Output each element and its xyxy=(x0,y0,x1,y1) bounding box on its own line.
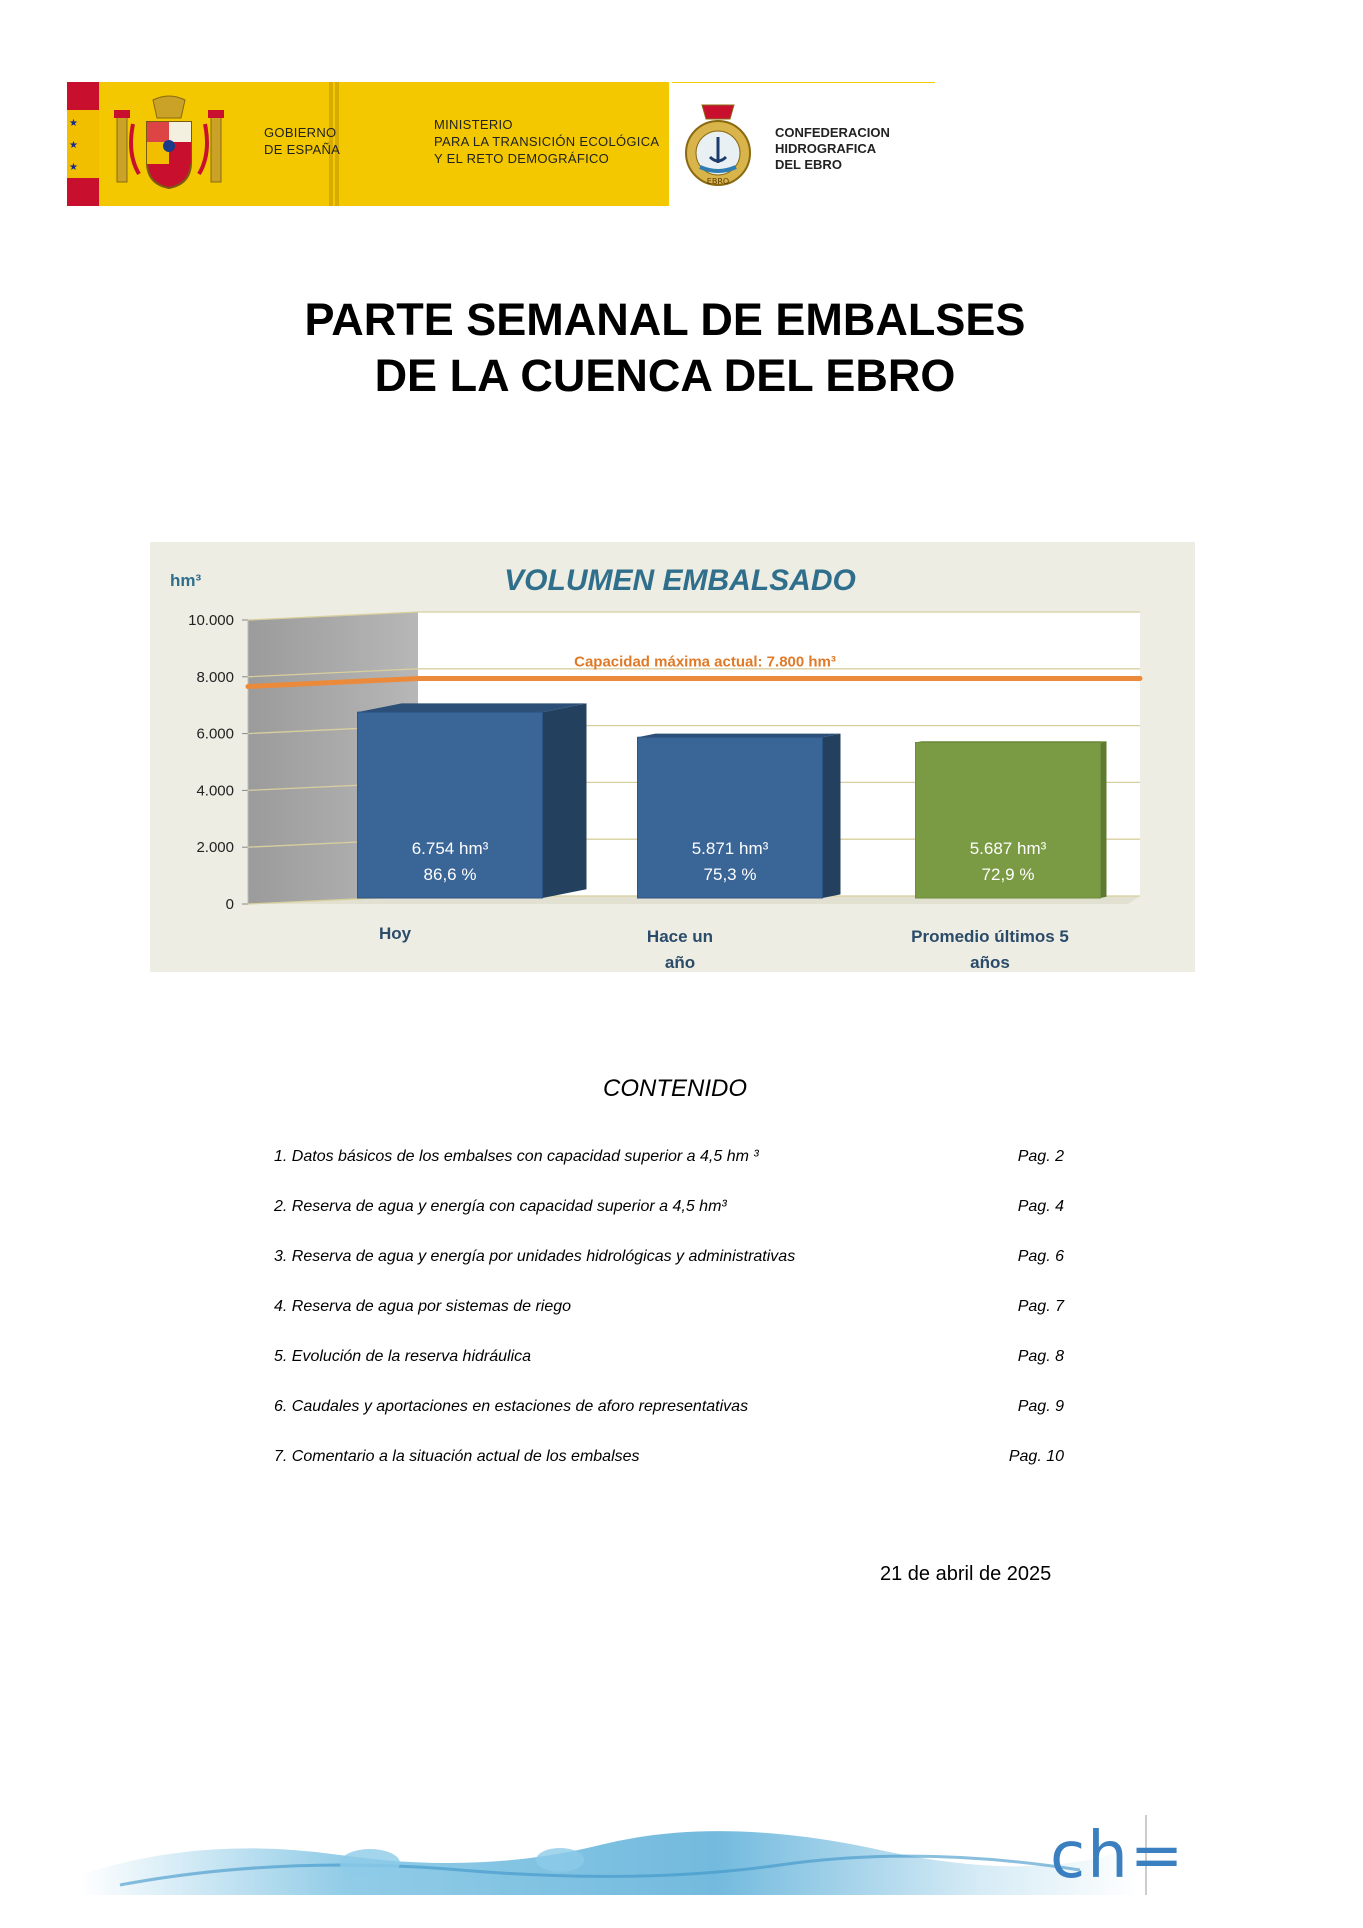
chart-x-category-label: año xyxy=(664,953,696,972)
toc-item-title: 1. Datos básicos de los embalses con capacidad superior a 4,5 hm ³ xyxy=(274,1148,759,1165)
spain-flag-strip: ★ ★ ★ xyxy=(67,82,99,206)
toc-item-title: 2. Reserva de agua y energía con capacidad superior a 4,5 hm³ xyxy=(274,1198,727,1215)
footer-banner xyxy=(80,1815,1280,1895)
page-title xyxy=(0,292,1330,404)
chart-x-category-label: años xyxy=(970,953,1010,972)
header-banner xyxy=(67,82,935,206)
table-of-contents xyxy=(274,1148,1064,1498)
bar-top xyxy=(638,734,841,738)
chart-y-tick-label: 10.000 xyxy=(188,612,234,629)
che-block xyxy=(672,82,935,207)
chart-y-tick-label: 4.000 xyxy=(196,782,234,800)
chart-y-tick-label: 6.000 xyxy=(196,725,234,743)
bar-side xyxy=(1101,741,1107,898)
chart-x-category-label: Promedio últimos 5 xyxy=(911,927,1069,946)
water-wave-icon xyxy=(80,1815,1280,1895)
coat-of-arms-icon xyxy=(109,94,229,194)
toc-item-page: Pag. 9 xyxy=(1017,1398,1064,1415)
bar-side xyxy=(823,734,841,898)
toc-item-page: Pag. 10 xyxy=(1008,1448,1064,1465)
toc-item xyxy=(274,1248,1064,1298)
volume-chart xyxy=(150,542,1195,972)
chart-x-category-label: Hace un xyxy=(646,927,714,946)
title-line-1: PARTE SEMANAL DE EMBALSES xyxy=(304,294,1026,345)
toc-item-page: Pag. 6 xyxy=(1017,1248,1064,1265)
toc-item-page: Pag. 4 xyxy=(1017,1198,1064,1215)
toc-item xyxy=(274,1298,1064,1348)
toc-item-title: 3. Reserva de agua y energía por unidades hidrológicas y administrativas xyxy=(274,1248,796,1265)
chart-svg xyxy=(150,542,1195,972)
bar-value-label: 5.871 hm³ xyxy=(691,839,769,858)
report-date: 21 de abril de 2025 xyxy=(880,1563,1052,1585)
title-line-2: DE LA CUENCA DEL EBRO xyxy=(374,350,956,401)
bar-side xyxy=(543,703,587,898)
chart-title: VOLUMEN EMBALSADO xyxy=(504,564,856,597)
government-label: GOBIERNO DE ESPAÑA xyxy=(264,125,341,157)
bar-value-label: 5.687 hm³ xyxy=(969,839,1047,858)
bar-value-label: 6.754 hm³ xyxy=(411,839,489,858)
chart-y-tick-label: 0 xyxy=(225,896,234,913)
seal-text: EBRO xyxy=(706,177,730,186)
toc-item-page: Pag. 7 xyxy=(1017,1298,1064,1315)
toc-item-page: Pag. 2 xyxy=(1017,1148,1064,1165)
contents-heading: CONTENIDO xyxy=(603,1075,747,1102)
toc-item xyxy=(274,1198,1064,1248)
toc-item-page: Pag. 8 xyxy=(1017,1348,1064,1365)
toc-item xyxy=(274,1348,1064,1398)
toc-item-title: 4. Reserva de agua por sistemas de riego xyxy=(274,1298,572,1315)
che-seal-icon xyxy=(682,101,754,191)
bar-percent-label: 72,9 % xyxy=(981,865,1035,884)
toc-item xyxy=(274,1148,1064,1198)
toc-item-title: 7. Comentario a la situación actual de los embalses xyxy=(274,1448,640,1465)
toc-item-title: 6. Caudales y aportaciones en estaciones de aforo representativas xyxy=(274,1398,749,1415)
capacity-line-label: Capacidad máxima actual: 7.800 hm³ xyxy=(574,653,836,671)
toc-item-title: 5. Evolución de la reserva hidráulica xyxy=(274,1348,532,1365)
toc-item xyxy=(274,1448,1064,1498)
toc-item xyxy=(274,1398,1064,1448)
bar-percent-label: 86,6 % xyxy=(423,865,477,884)
chart-ylabel: hm³ xyxy=(170,571,202,590)
chart-y-tick-label: 8.000 xyxy=(196,668,234,686)
chart-x-category-label: Hoy xyxy=(378,924,412,943)
ministry-label: MINISTERIO PARA LA TRANSICIÓN ECOLÓGICA Y EL RETO DEMOGRÁFICO xyxy=(434,117,660,166)
chart-y-tick-label: 2.000 xyxy=(196,839,234,857)
che-footer-logo: ch= xyxy=(1050,1819,1186,1893)
che-label: CONFEDERACION HIDROGRAFICA DEL EBRO xyxy=(775,125,890,172)
bar-percent-label: 75,3 % xyxy=(703,865,757,884)
government-block xyxy=(99,82,669,206)
